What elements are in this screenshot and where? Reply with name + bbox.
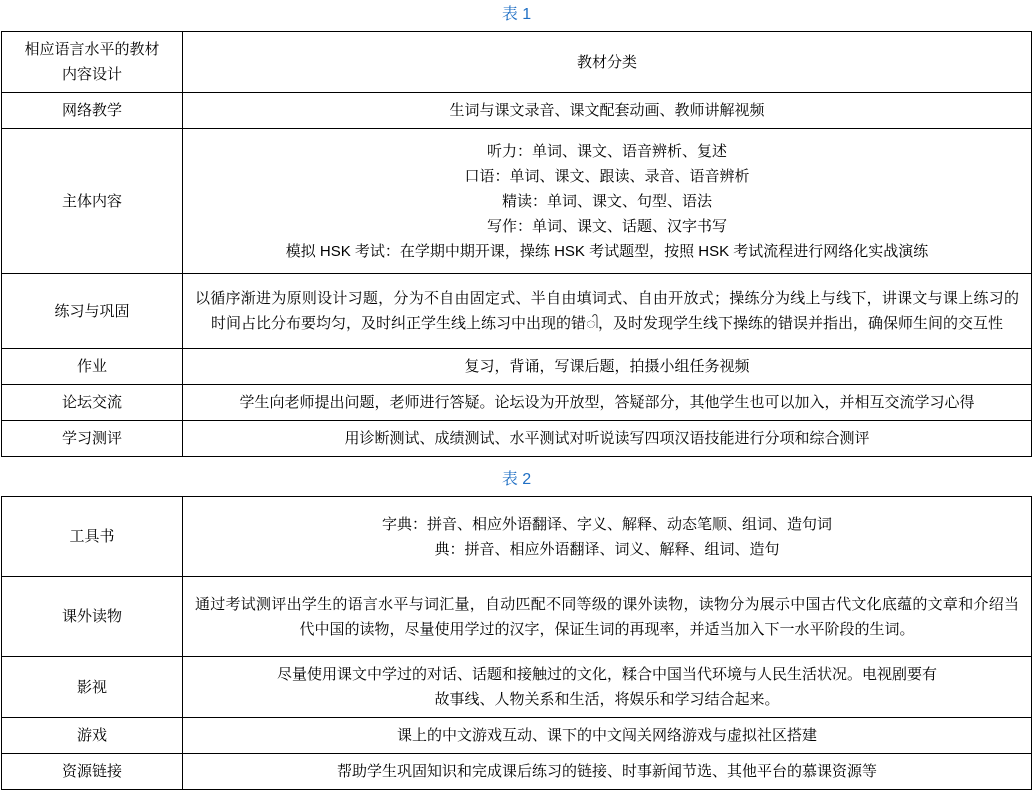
row-content [183,497,1032,577]
row-label: 主体内容 [2,129,183,274]
row-label [2,32,183,93]
content-line: 课上的中文游戏互动、课下的中文闯关网络游戏与虚拟社区搭建 [396,727,817,744]
table-row [2,577,1032,657]
content-line: 用诊断测试、成绩测试、水平测试对听说读写四项汉语技能进行分项和综合测评 [344,430,870,447]
table-2 [1,496,1032,790]
row-content [183,657,1032,718]
content-line: 复习，背诵，写课后题，拍摄小组任务视频 [464,358,750,375]
table-row [2,274,1032,349]
row-label: 练习与巩固 [2,274,183,349]
table-row [2,349,1032,385]
row-content [183,349,1032,385]
content-line: 尽量使用课文中学过的对话、话题和接触过的文化，糅合中国当代环境与人民生活状况。电视剧要有 [276,666,937,683]
row-label-line: 相应语言水平的教材 [24,41,160,58]
row-label: 资源链接 [2,754,183,790]
content-line: 字典：拼音、相应外语翻译、字义、解释、动态笔顺、组词、造句词 [381,515,832,533]
table-row [2,385,1032,421]
row-content [183,718,1032,754]
table-spacer [0,457,1033,465]
row-label: 学习测评 [2,421,183,457]
content-line: 口语：单词、课文、跟读、录音、语音辨析 [464,167,750,185]
row-content [183,421,1032,457]
table-row [2,754,1032,790]
row-content [183,93,1032,129]
row-content: 通过考试测评出学生的语言水平与词汇量，自动匹配不同等级的课外读物，读物分为展示中国古代文化底蕴的文章和介绍当代中国的读物，尽量使用学过的汉字，保证生词的再现率，并适当加入下一水平阶段的生词。 [183,577,1032,657]
content-line: 写作：单词、课文、话题、汉字书写 [486,217,727,235]
row-label: 网络教学 [2,93,183,129]
content-line: 典：拼音、相应外语翻译、词义、解释、组词、造句 [434,540,780,558]
row-content [183,385,1032,421]
content-line: 生词与课文录音、课文配套动画、教师讲解视频 [449,102,765,119]
row-label-line: 内容设计 [61,66,122,83]
content-line: 故事线、人物关系和生活，将娱乐和学习结合起来。 [434,691,780,708]
row-label: 作业 [2,349,183,385]
table-row [2,93,1032,129]
table-row [2,421,1032,457]
row-content [183,754,1032,790]
row-content: 以循序渐进为原则设计习题，分为不自由固定式、半自由填词式、自由开放式；操练分为线上与线下，讲课文与课上练习的时间占比分布要均匀，及时纠正学生线上练习中出现的错ါ，及时发现学生线下操练的错误并指出，确保师生间的交互性 [183,274,1032,349]
table-row [2,129,1032,274]
table-1 [1,31,1032,457]
table-row [2,718,1032,754]
content-line: 帮助学生巩固知识和完成课后练习的链接、时事新闻节选、其他平台的慕课资源等 [336,763,877,780]
table-row [2,32,1032,93]
row-content [183,129,1032,274]
content-line: 精读：单词、课文、句型、语法 [501,192,712,210]
table-2-caption: 表 2 [501,471,532,488]
row-label: 论坛交流 [2,385,183,421]
row-label: 影视 [2,657,183,718]
table-1-caption: 表 1 [501,6,532,23]
table-row [2,497,1032,577]
row-label: 游戏 [2,718,183,754]
row-content [183,32,1032,93]
content-line: 学生向老师提出问题，老师进行答疑。论坛设为开放型，答疑部分，其他学生也可以加入，并相互交流学习心得 [239,394,975,411]
row-label: 工具书 [2,497,183,577]
table-row [2,657,1032,718]
content-line: 听力：单词、课文、语音辨析、复述 [486,142,727,160]
content-line: 模拟 HSK 考试：在学期中期开课，操练 HSK 考试题型，按照 HSK 考试流程进行网络化实战演练 [285,242,929,260]
content-line: 教材分类 [576,53,637,71]
row-label: 课外读物 [2,577,183,657]
